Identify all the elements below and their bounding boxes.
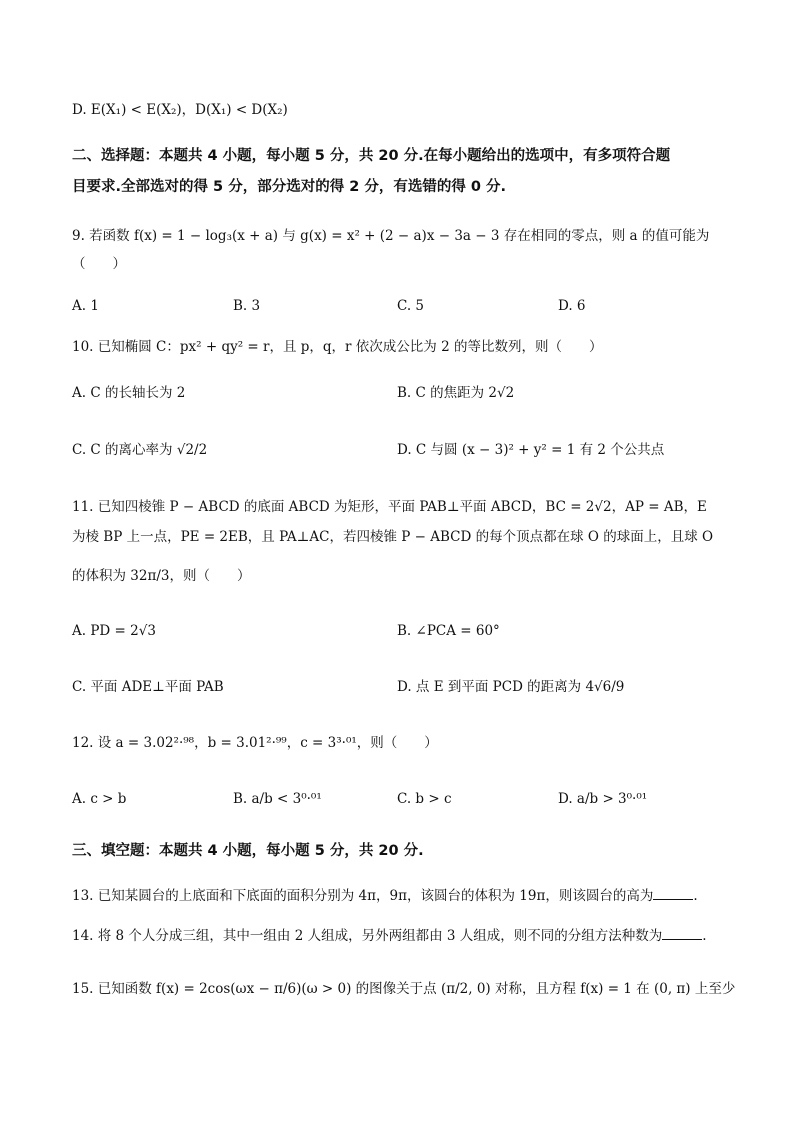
answer-blank[interactable]	[653, 885, 693, 900]
q11-option-d: D. 点 E 到平面 PCD 的距离为 4√6/9	[397, 679, 625, 695]
q12-option-c: C. b > c	[397, 791, 452, 807]
q9-stem-line1: 9. 若函数 f(x) = 1 − log₃(x + a) 与 g(x) = x² + (2 − a)x − 3a − 3 存在相同的零点，则 a 的值可能为	[72, 228, 710, 244]
q10-option-c: C. C 的离心率为 √2/2	[72, 442, 208, 458]
q11-option-a: A. PD = 2√3	[72, 623, 156, 639]
q10-option-d: D. C 与圆 (x − 3)² + y² = 1 有 2 个公共点	[397, 442, 665, 458]
answer-blank[interactable]	[662, 925, 702, 940]
q9-stem-line2: （ ）	[72, 256, 126, 272]
q10-option-a: A. C 的长轴长为 2	[72, 385, 186, 401]
q14-stem: 14. 将 8 个人分成三组，其中一组由 2 人组成，另外两组都由 3 人组成，则不同的分组方法种数为 .	[72, 925, 707, 947]
q10-option-b: B. C 的焦距为 2√2	[397, 385, 515, 401]
q9-option-c: C. 5	[397, 298, 425, 314]
q11-stem-line2: 为棱 BP 上一点，PE = 2EB，且 PA⊥AC，若四棱锥 P − ABCD 的每个顶点都在球 O 的球面上，且球 O	[72, 529, 714, 545]
q12-option-b: B. a/b < 3⁰·⁰¹	[233, 791, 322, 807]
q11-option-c: C. 平面 ADE⊥平面 PAB	[72, 679, 224, 695]
q15-stem: 15. 已知函数 f(x) = 2cos(ωx − π/6)(ω > 0) 的图像关于点 (π/2, 0) 对称，且方程 f(x) = 1 在 (0, π) 上至少	[72, 981, 736, 997]
section2-heading-line2: 目要求.全部选对的得 5 分，部分选对的得 2 分，有选错的得 0 分.	[72, 179, 507, 195]
q13-stem: 13. 已知某圆台的上底面和下底面的面积分别为 4π，9π，该圆台的体积为 19π，则该圆台的高为 .	[72, 885, 698, 907]
q12-stem: 12. 设 a = 3.02²·⁹⁸，b = 3.01²·⁹⁹，c = 3³·⁰¹，则（ ）	[72, 735, 438, 751]
section3-heading: 三、填空题：本题共 4 小题，每小题 5 分，共 20 分.	[72, 843, 424, 859]
q12-option-d: D. a/b > 3⁰·⁰¹	[558, 791, 648, 807]
option-d-previous-question: D. E(X₁) < E(X₂)，D(X₁) < D(X₂)	[72, 102, 288, 118]
section2-heading-line1: 二、选择题：本题共 4 小题，每小题 5 分，共 20 分.在每小题给出的选项中，有多项符合题	[72, 148, 671, 164]
q12-option-a: A. c > b	[72, 791, 127, 807]
q10-stem: 10. 已知椭圆 C：px² + qy² = r，且 p，q，r 依次成公比为 2 的等比数列，则（ ）	[72, 339, 603, 355]
q11-stem-line3: 的体积为 32π/3，则（ ）	[72, 568, 251, 584]
q9-option-b: B. 3	[233, 298, 261, 314]
q9-option-a: A. 1	[72, 298, 99, 314]
q9-option-d: D. 6	[558, 298, 586, 314]
q11-stem-line1: 11. 已知四棱锥 P − ABCD 的底面 ABCD 为矩形，平面 PAB⊥平面 ABCD，BC = 2√2，AP = AB，E	[72, 499, 707, 515]
q11-option-b: B. ∠PCA = 60°	[397, 623, 500, 639]
